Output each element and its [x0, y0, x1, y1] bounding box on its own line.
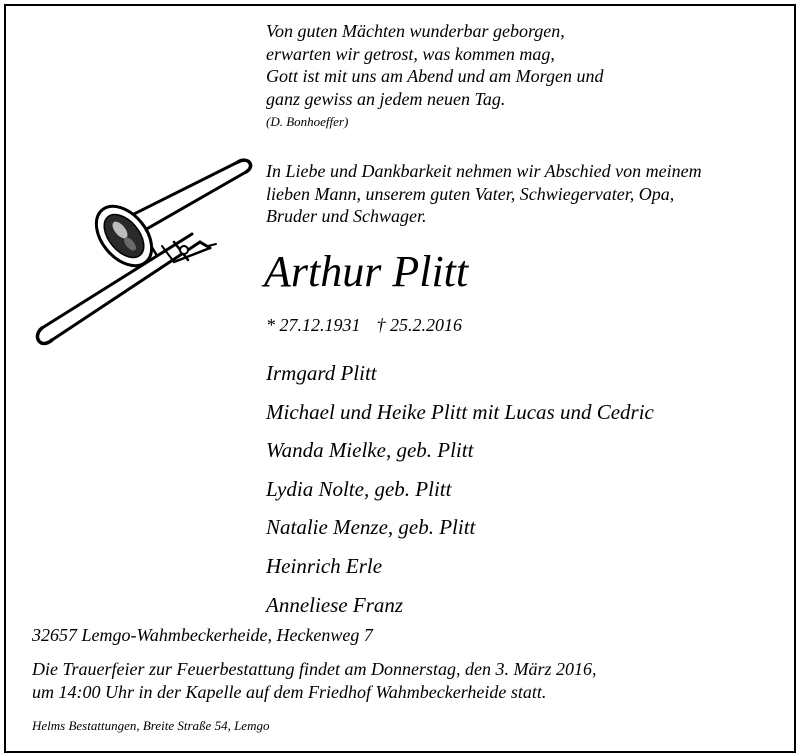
- mourner-name: Natalie Menze, geb. Plitt: [266, 515, 476, 540]
- undertaker-info: Helms Bestattungen, Breite Straße 54, Lemgo: [32, 718, 270, 733]
- poem-author: (D. Bonhoeffer): [266, 114, 349, 129]
- farewell-line: Bruder und Schwager.: [266, 206, 427, 226]
- service-line: um 14:00 Uhr in der Kapelle auf dem Friedhof Wahmbeckerheide statt.: [32, 681, 547, 702]
- mourner-name: Lydia Nolte, geb. Plitt: [266, 476, 452, 501]
- mourner-name: Heinrich Erle: [266, 553, 383, 578]
- mourners-list: [266, 358, 654, 628]
- poem-line: Von guten Mächten wunderbar geborgen,: [266, 21, 565, 41]
- trombone-icon: [24, 150, 256, 370]
- poem-line: ganz gewiss an jedem neuen Tag.: [266, 88, 506, 109]
- death-date: † 25.2.2016: [376, 315, 462, 335]
- poem-line: erwarten wir getrost, was kommen mag,: [266, 43, 555, 64]
- farewell-line: lieben Mann, unserem guten Vater, Schwiegervater, Opa,: [266, 183, 675, 204]
- poem: [266, 20, 786, 110]
- service-line: Die Trauerfeier zur Feuerbestattung findet am Donnerstag, den 3. März 2016,: [32, 659, 597, 679]
- funeral-service-info: [32, 658, 596, 703]
- family-address: 32657 Lemgo-Wahmbeckerheide, Heckenweg 7: [32, 625, 373, 645]
- mourner-name: Michael und Heike Plitt mit Lucas und Cedric: [266, 399, 654, 424]
- poem-line: Gott ist mit uns am Abend und am Morgen und: [266, 66, 604, 86]
- farewell-line: In Liebe und Dankbarkeit nehmen wir Abschied von meinem: [266, 161, 702, 181]
- life-dates: [266, 314, 462, 336]
- mourner-name: Wanda Mielke, geb. Plitt: [266, 438, 474, 463]
- birth-date: * 27.12.1931: [266, 315, 361, 335]
- mourner-name: Anneliese Franz: [266, 592, 404, 617]
- mourner-name: Irmgard Plitt: [266, 361, 377, 385]
- farewell-text: [266, 160, 786, 228]
- deceased-name: Arthur Plitt: [264, 247, 469, 296]
